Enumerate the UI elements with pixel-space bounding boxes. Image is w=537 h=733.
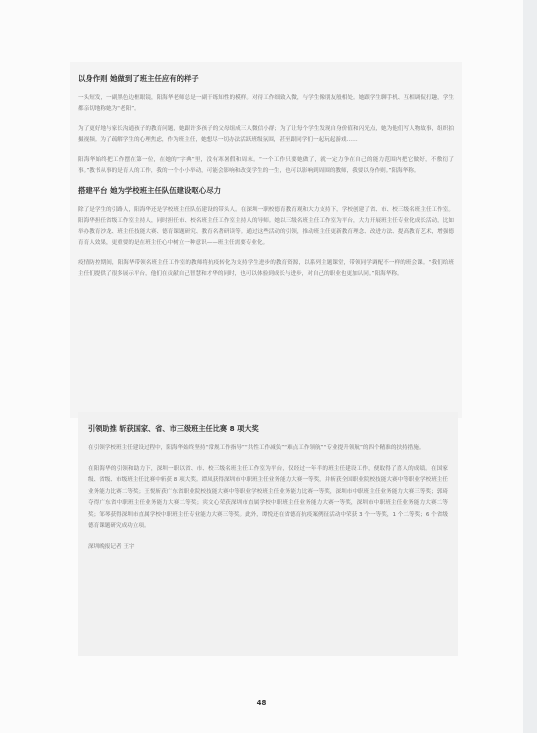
article-block-awards	[78, 412, 458, 656]
byline: 深圳晚报记者 王宇	[88, 543, 135, 550]
section-heading-awards: 引领助推 斩获国家、省、市三级班主任比赛 8 项大奖	[88, 424, 259, 433]
page-number: 48	[256, 699, 267, 707]
paragraph: 阳海华始终把工作摆在第一位，在她的“字典”里，没有寒暑假和周末。“一个工作只要她做了，就一定力争在自己的能力范围内把它做好，不敷衍了事。”教书从事的是育人的工作，我的一个小小举动，可能会影响和改变学生的一生，也可以影响到周围的教师，我要以身作则。”阳海华称。	[78, 157, 454, 174]
paragraph: 疫情防控期间，阳海华带领名班主任工作室的教师将抗疫转化为支持学生进步的教育资源，以系列主题课堂，带领同学调配不一样的班会课。“我们给班主任们提供了很多展示平台，他们在贡献自己智慧和才华的同时，也可以体验到成长与进步，对自己的职业也更加认同。”阳海华称。	[78, 260, 454, 277]
paragraph: 一头短发，一副黑色边框眼镜，阳海华老师总是一副干练知性的模样。对待工作细致入微，与学生像朋友般相处。她跟学生聊手机、互相调侃打趣，学生都亲切地称她为“老阳”。	[78, 95, 454, 112]
section-heading-role-model: 以身作则 她做到了班主任应有的样子	[78, 74, 199, 83]
paragraph: 除了是学生的引路人，阳海华还是学校班主任队伍建设的带头人。在深圳一职校德育教育观和大力支持下，学校创建了省、市、校三级名班主任工作室。阳海华担任省级工作室主持人，同时担任市、校名班主任工作室主持人的导师。她以三级名班主任工作室为平台，大力开展班主任专业化成长活动，比如举办教育沙龙、班主任技能大赛、德育课题研究、教育名著研读等。通过这些活动的引领，推动班主任更新教育理念、改进方法、提高教育艺术，增强德育育人效果，更重要的是在班主任心中树立一种意识——班主任需要专业化。	[78, 207, 454, 246]
paragraph: 为了更好地与家长沟通孩子的教育问题，她跟许多孩子的父母组成三人微信小群；为了让每个学生发现自身价值和闪光点，她为他们写人物故事，组织拍摄视频。为了疏解学生的心理焦虑，作为班主任，她想尽一切办法活跃班级氛围，甚至跟同学们一起玩起游戏……	[78, 126, 454, 143]
section-heading-platform: 搭建平台 她为学校班主任队伍建设呕心尽力	[78, 186, 221, 195]
paragraph: 在引领学校班主任建设过程中，阳海华始终坚持“常规工作指导”“共性工作减负”“难点工作领航”“专业提升领航”的四个精准的扶持措施。	[88, 445, 425, 451]
viewer-scrollbar-track[interactable]	[523, 0, 537, 733]
paragraph: 在阳海华的引领和助力下，深圳一职以省、市、校三级名班主任工作室为平台，仅经过一年半的班主任建设工作，便取得了喜人的成绩。在国家级、省级、市级班主任比赛中斩获 8 项大奖。谭凤获得深圳市中职班主任业务能力大赛一等奖，并斩获全国职业院校技能大赛中等职业学校班主任业务能力比赛二等奖；王悦斩获广东省职业院校技能大赛中等职业学校班主任业务能力比赛一等奖，深圳市中职班主任业务能力大赛三等奖；郭琦夺得广东省中职班主任业务能力大赛二等奖；宾文心荣获深圳市直属学校中职班主任业务能力大赛一等奖，深圳市中职班主任业务能力大赛二等奖；邹琴获得深圳市直属学校中职班主任专业能力大赛三等奖。此外，谭悦还在省德育抗疫案例征活动中荣获 3 个一等奖，1 个二等奖；6 个省级德育课题研究成功立项。	[88, 465, 448, 529]
article-block-main	[70, 62, 462, 418]
